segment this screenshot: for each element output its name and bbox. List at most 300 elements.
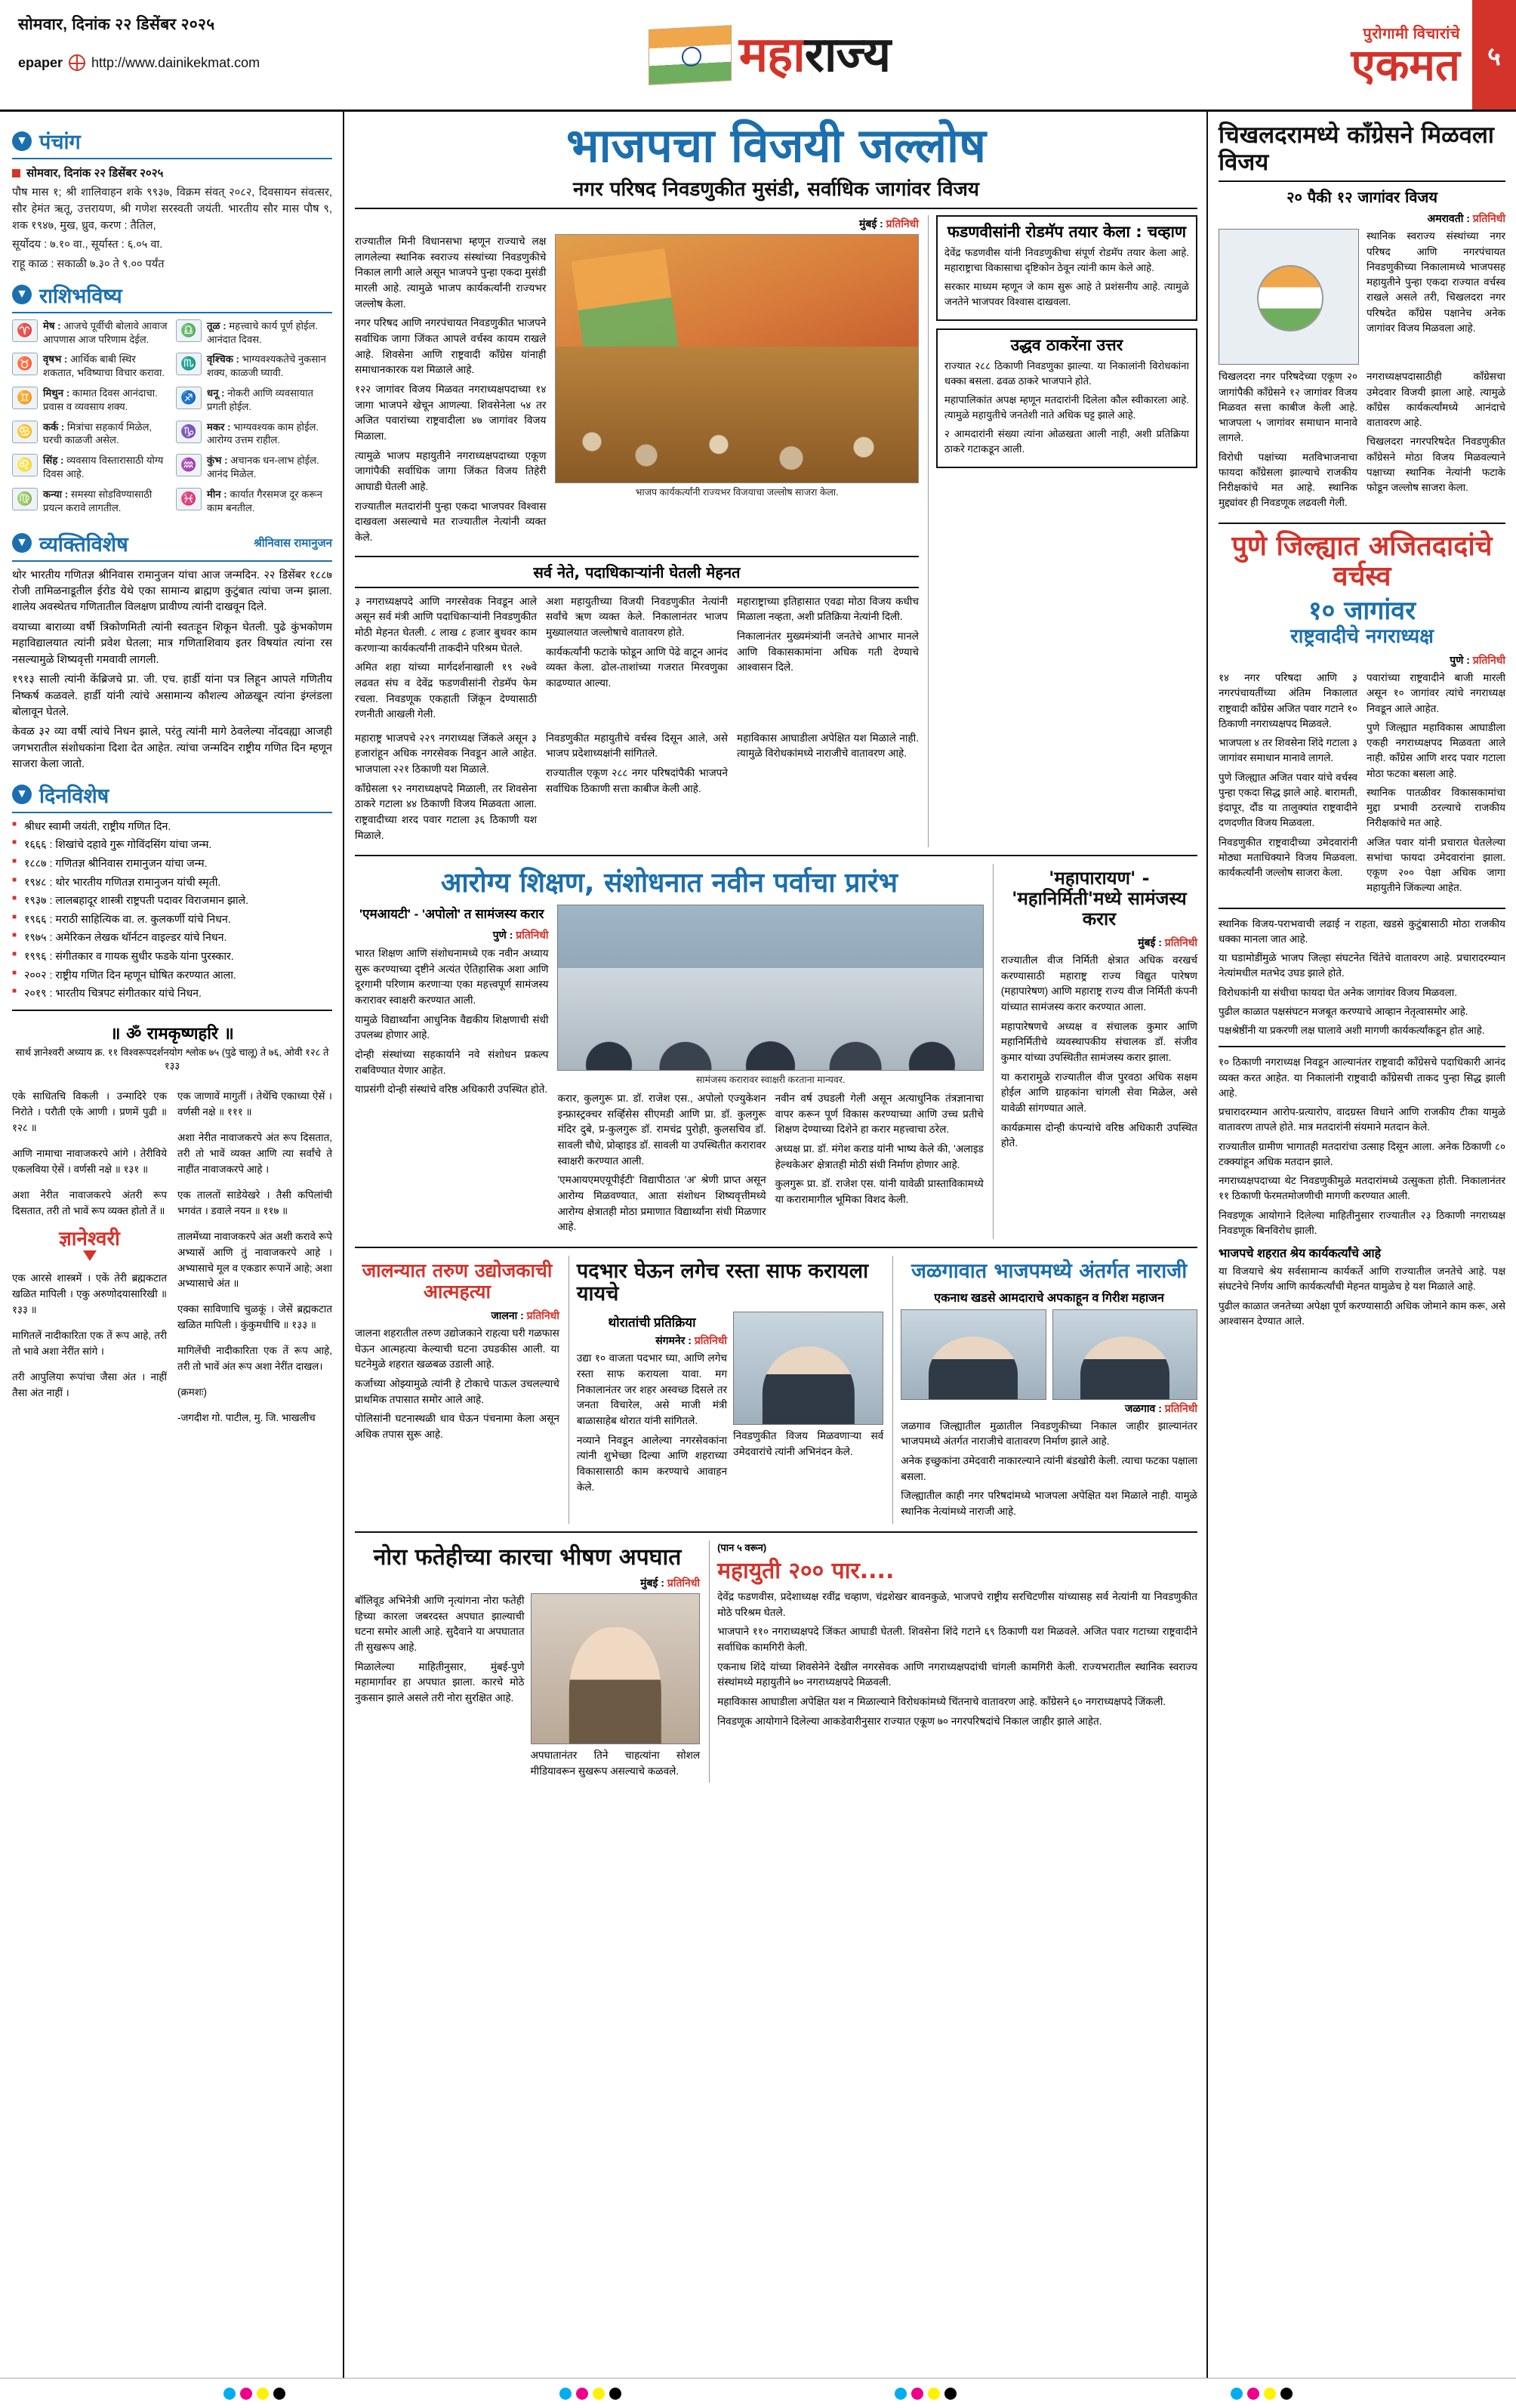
mahayuti-para: प्रचारादरम्यान आरोप-प्रत्यारोप, वादग्रस्त विधाने आणि राजकीय टीका यामुळे वातावरण तापले होते. मात्र मतदारांनी संयमाने मतदान केले.: [1219, 1106, 1505, 1133]
byline-role: प्रतिनिधी: [1164, 1401, 1197, 1414]
box-para: सरकार माध्यम म्हणून जे काम सुरू आहे ते प्रशंसनीय आहे. त्यामुळे जनतेने भाजपवर विश्वास दाखवला.: [944, 281, 1189, 308]
tagline: पुरोगामी विचारांचे: [1363, 26, 1460, 42]
aarogya-col-3: [775, 1091, 984, 1239]
rashi-item: [12, 454, 168, 481]
vyaktivishesh-title: व्यक्तिविशेष: [39, 532, 128, 557]
rashi-name: वृश्चिक :: [207, 353, 239, 365]
magenta-dot-icon: [911, 2388, 923, 2400]
congress-photo: [1219, 229, 1359, 365]
ram-para: मागिलेंची नादीकारिता एक तें रूप आहे, तरी तो भावें अंत रूप अशा नेरींत दाखल।: [177, 1345, 332, 1373]
ram-para: तालमेंध्या नावाजकरपे अंत अशी करावे रूपे अभ्यासें आणि तुं नावाजकरपे आहे । अभ्यासाचे मूल व एकडार रूपानें आहे; अशा अभ्यासाचे अंत ॥: [177, 1230, 332, 1290]
mahayuti-para: देवेंद्र फडणवीस, प्रदेशाध्यक्ष रवींद्र चव्हाण, चंद्रशेखर बावनकुळे, भाजपचे राष्ट्रीय सरचिटणीस यांच्यासह सर्व नेत्यांनी या निवडणुकीत मोठे परिश्रम घेतले.: [717, 1591, 1197, 1618]
zodiac-libra-icon: ♎: [176, 319, 202, 342]
black-dot-icon: [944, 2388, 957, 2400]
panchang-date: [12, 165, 332, 180]
nora-block: [355, 1540, 700, 1784]
jalgaon-photo-2: [1052, 1309, 1197, 1400]
rashi-name: धनू :: [207, 387, 225, 399]
website-url: http://www.dainikekmat.com: [91, 54, 260, 70]
lead-para: राज्यातील एकूण २८८ नगर परिषदांपैकी भाजपने सर्वाधिक ठिकाणी सत्ता काबीज केली आहे.: [545, 767, 728, 794]
box-para: २ आमदारांनी संख्या त्यांना ओळखता आली नाही, अशी प्रतिक्रिया ठाकरे गटाकडून आली.: [944, 427, 1189, 455]
jalgaon-para: विरोधकांनी या संधीचा फायदा घेत अनेक जागांवर विजय मिळवला.: [1219, 986, 1457, 998]
lead-para: १२२ जागांवर विजय मिळवत नगराध्यक्षपदाच्या १४ जागा भाजपने खेचून आणल्या. शिवसेनेला ५४ तर अजित पवारांच्या राष्ट्रवादीला ४७ जागांवर विजय मिळाला.: [355, 384, 547, 442]
zodiac-aquarius-icon: ♒: [176, 454, 202, 476]
nora-photo: [531, 1593, 701, 1744]
nora-body-2: [531, 1748, 701, 1779]
cmyk-group: [223, 2388, 285, 2400]
nora-para: अपघातानंतर तिने चाहत्यांना सोशल मीडियावरून सुखरूप असल्याचे कळवले.: [530, 1750, 701, 1777]
padbhar-block: [568, 1256, 883, 1524]
lead-subheadline: नगर परिषद निवडणुकीत मुसंडी, सर्वाधिक जागांवर विजय: [355, 174, 1197, 209]
aarogya-title: आरोग्य शिक्षण, संशोधनात नवीन पर्वाचा प्रारंभ: [440, 868, 898, 899]
rashi-name: मिथुन :: [43, 387, 70, 399]
mahayuti-sub-title: भाजपचे शहरात श्रेय कार्यकर्त्यांचे आहे: [1219, 1247, 1382, 1261]
chikhaldara-body-2: [1219, 369, 1505, 514]
box-title: फडणवीसांनी रोडमॅप तयार केला : चव्हाण: [947, 223, 1187, 242]
ram-para: मागितलें नादीकारिता एक तें रूप आहे, तरी तो भावे अशा नेरींत सांगे ।: [12, 1330, 167, 1357]
mahayuti-col-1: [717, 1589, 1197, 1733]
mahayuti-para: निवडणूक आयोगाने दिलेल्या माहितीनुसार राज्यातील २३ ठिकाणी नगराध्यक्ष निवडणूक बिनविरोध झाली.: [1219, 1209, 1505, 1236]
vyakti-para-3: १९१३ साली त्यांनी केंब्रिजचे प्रा. जी. एच. हार्डी यांना पत्र लिहून आपले गणितीय निष्कर्ष कळवले. हार्डी यांनी त्यांचे असामान्य कौशल्य ओळखून त्यांना इंग्लंडला बोलावून घेतले.: [12, 674, 332, 718]
chikhaldara-title: चिखलदरामध्ये काँग्रेसने मिळवला विजय: [1219, 122, 1505, 182]
lead-story-columns: [355, 215, 1197, 847]
nora-title: नोरा फतेहीच्या कारचा भीषण अपघात: [373, 1543, 682, 1571]
rashi-item: [12, 421, 168, 448]
lead-photo-caption: भाजप कार्यकर्त्यांनी राज्यभर विजयाचा जल्लोष साजरा केला.: [635, 487, 839, 498]
padbhar-subtitle: थोरातांची प्रतिक्रिया: [608, 1315, 696, 1330]
list-item: ■ १९३७ : लालबहादूर शास्त्री राष्ट्रपती पदावर विराजमान झाले.: [12, 893, 332, 909]
pune-col-1: [1219, 671, 1357, 900]
list-item: ■ श्रीधर स्वामी जयंती, राष्ट्रीय गणित दिन.: [12, 819, 332, 835]
magenta-dot-icon: [1247, 2388, 1259, 2400]
gyaneshwari-label: ज्ञानेश्वरी: [59, 1227, 120, 1250]
jalgaon-photo-1: [901, 1309, 1046, 1400]
panchang-line-3: राहू काळ : सकाळी ७.३० ते ९.०० पर्यंत: [12, 258, 165, 270]
rashi-text: [43, 488, 168, 515]
ramkrishna-subtitle: सार्थ ज्ञानेश्वरी अध्याय क्र. ११ विश्वरूपदर्शनयोग श्लोक ७५ (पुढे चालू) ते ७६, ओवी १२८ ते १३३: [15, 1046, 329, 1071]
band-para: अशा महायुतीच्या विजयी निवडणुकीत नेत्यांनी सर्वांचे ऋण व्यक्त केले. निकालानंतर भाजप मुख्यालयात जल्लोषाचे वातावरण होते.: [545, 595, 728, 638]
ram-continued: (क्रमशः): [177, 1386, 208, 1398]
zodiac-aries-icon: ♈: [12, 319, 38, 342]
aarogya-para: यामुळे विद्यार्थ्यांना आधुनिक वैद्यकीय शिक्षणाची संधी उपलब्ध होणार आहे.: [355, 1013, 549, 1041]
jalgaon-left-block: [355, 1256, 559, 1524]
right-column: [1206, 112, 1516, 2408]
rashi-desc: कार्यात गैरसमज दूर करून काम बनतील.: [207, 488, 322, 513]
vyakti-para-2: वयाच्या बाराव्या वर्षी त्रिकोणमिती त्यांनी स्वतःहून शिकून घेतली. पुढे कुंभकोणम महाविद्यालयात त्यांनी प्रवेश घेतला; मात्र गणिताशिवाय इतर विषयांत त्यांना रस नसल्यामुळे शिष्यवृत्ती गमवावी लागली.: [12, 621, 332, 666]
globe-icon: [69, 54, 85, 71]
mahayuti-para: राज्यातील ग्रामीण भागातही मतदारांचा उत्साह दिसून आला. अनेक ठिकाणी ८० टक्क्यांहून अधिक मतदान झाले.: [1219, 1140, 1505, 1167]
jalna-para: जालना शहरातील तरुण उद्योजकाने राहत्या घरी गळफास घेऊन आत्महत्या केल्याची घटना उघडकीस आली. या घटनेमुळे शहरात खळबळ उडाली आहे.: [355, 1327, 559, 1370]
divider: [12, 1010, 332, 1011]
chikhaldara-col-1: [1219, 369, 1357, 514]
rashi-desc: महत्त्वाचे कार्य पूर्ण होईल. आनंदात दिवस.: [207, 319, 319, 345]
ram-author: -जगदीश गो. पाटील, मु. जि. भाखलीच: [177, 1412, 316, 1424]
lead-extra-col-2: [546, 731, 728, 848]
mahayuti-block: [709, 1540, 1197, 1784]
pune-count: १० जागांवर: [1308, 596, 1416, 627]
box-para: महापालिकांत अपक्ष म्हणून मतदारांनी दिलेला कौल स्वीकारला आहे. त्यामुळे महायुतीचे जनतेशी नाते अधिक घट्ट झाले आहे.: [944, 394, 1189, 421]
jalgaon-subtitle: एकनाथ खडसे आमदाराचे अपकाहून व गिरीश महाजन: [934, 1291, 1164, 1305]
box-fadnavis: [936, 215, 1197, 321]
vyaktivishesh-body: [12, 568, 332, 773]
byline-place: संगमनेर :: [655, 1334, 692, 1347]
rashi-text: [43, 454, 168, 481]
section-header-panchang: [12, 127, 332, 159]
mahaparayan-block: [993, 864, 1197, 1239]
byline-place: मुंबई :: [858, 217, 883, 230]
panchang-line-2: सूर्योदय : ७.१० वा., सूर्यास्त : ६.०५ वा.: [12, 239, 163, 251]
rashi-grid: [12, 319, 332, 522]
rashi-desc: आर्थिक बाबी स्थिर शकतात, भविष्याचा विचार करावा.: [43, 353, 165, 379]
band-para: निकालानंतर मुख्यमंत्र्यांनी जनतेचे आभार मानले आणि विकासकामांना अधिक गती देण्याचे आश्वासन दिले.: [736, 630, 919, 674]
lead-para: त्यामुळे भाजप महायुतीने नगराध्यक्षपदाच्या एकूण जागांपैकी सर्वाधिक जागा जिंकत विजय तिहेरी आघाडी घेतली आहे.: [355, 449, 547, 492]
rashi-name: मीन :: [207, 488, 227, 500]
lead-para: निवडणुकीत महायुतीचे वर्चस्व दिसून आले, असे भाजप प्रदेशाध्यक्षांनी सांगितले.: [545, 732, 728, 760]
yellow-dot-icon: [257, 2388, 269, 2400]
rashi-item: [176, 454, 332, 481]
aarogya-col-2: [557, 1091, 766, 1239]
newspaper-logo: [738, 26, 891, 83]
jalgaon-naraji-block: [892, 1256, 1197, 1524]
lead-left-block: [355, 215, 919, 847]
chikhaldara-col-2: [1367, 369, 1505, 514]
ram-para: एक तालतों साडेयेखरे । तैसी कपिलांची भगवंत । डवाले नयन ॥ ११७ ॥: [177, 1189, 332, 1216]
chikhaldara-para: विरोधी पक्षांच्या मतविभाजनाचा फायदा काँग्रेसला झाल्याचे राजकीय निरीक्षकांचे मत आहे. स्थानिक मुद्द्यांवर ही निवडणूक लढवली गेली.: [1219, 451, 1357, 509]
padbhar-photo: [733, 1312, 883, 1425]
rashi-desc: समस्या सोडविण्यासाठी प्रयत्न करावे लागतील.: [43, 488, 153, 513]
divider: [1219, 1046, 1505, 1047]
epaper-label: epaper: [18, 54, 63, 70]
aarogya-block: [355, 864, 984, 1239]
jalgaon-right-body: [1219, 917, 1505, 1039]
list-item: ■ १८८७ : गणितज्ञ श्रीनिवास रामानुजन यांचा जन्म.: [12, 856, 332, 872]
rashi-item: [176, 387, 332, 414]
pune-count-label: राष्ट्रवादीचे नगराध्यक्ष: [1290, 625, 1434, 649]
masthead-right: [1214, 0, 1516, 109]
panchang-date-text: सोमवार, दिनांक २२ डिसेंबर २०२५: [26, 167, 164, 180]
gyaneshwari-badge: [12, 1229, 167, 1261]
dinvishesh-title: दिनविशेष: [39, 784, 109, 808]
jalgaon-byline: [901, 1401, 1197, 1416]
jalna-body: [355, 1326, 559, 1443]
rashi-name: तूळ :: [207, 319, 226, 331]
box-thackeray: [936, 328, 1197, 468]
mahaparayan-para: कार्यक्रमास दोन्ही कंपन्यांचे वरिष्ठ अधिकारी उपस्थित होते.: [1000, 1121, 1197, 1149]
rashi-item: [12, 319, 168, 347]
logo-part-2: राज्य: [804, 26, 891, 83]
rashi-column-right: [176, 319, 332, 522]
lead-para: महाविकास आघाडीला अपेक्षित यश मिळाले नाही. त्यामुळे विरोधकांमध्ये नाराजीचे वातावरण आहे.: [736, 732, 919, 760]
zodiac-capricorn-icon: ♑: [176, 421, 202, 443]
mahayuti-para: निवडणूक आयोगाने दिलेल्या आकडेवारीनुसार राज्यात एकूण ७० नगरपरिषदांचे निकाल जाहीर झाले आहेत.: [717, 1715, 1102, 1727]
page-number: ५: [1472, 0, 1516, 109]
lead-boxes: [928, 215, 1197, 847]
yellow-dot-icon: [928, 2388, 940, 2400]
ram-para: एके साधितचि विकली । उन्मादिरे एक निरोते । परौती एके आणी । प्रणमें पुढी ॥ १२८ ॥: [12, 1090, 167, 1133]
mahayuti-para: भाजपाने ११० नगराध्यक्षपदे जिंकत आघाडी घेतली. शिवसेना शिंदे गटाने ६९ ठिकाणी यश मिळवले. अजित पवार गटाच्या राष्ट्रवादीने सर्वाधिक कामगिरी केली.: [717, 1626, 1197, 1654]
aarogya-para: 'एमआयएमएयूपीईटी' विद्यापीठात 'अ' श्रेणी प्राप्त असून आरोग्य मिळवण्यात, आता संशोधन शिष्यवृत्तीमध्ये आरोग्य क्षेत्रातही मोठा प्रमाणात विद्यार्थ्यांना संधी मिळणार आहे.: [557, 1174, 766, 1233]
jalna-byline: [355, 1309, 559, 1323]
flag-icon: [649, 25, 732, 85]
jalna-para: पोलिसांनी घटनास्थळी धाव घेऊन पंचनामा केला असून अधिक तपास सुरू आहे.: [355, 1413, 559, 1440]
ram-para: अशा नेरीत नावाजकरपे अंतरी रूप दिसतात, तरी तो भावें रूप व्यक्त होतो तें ॥: [12, 1189, 167, 1216]
jalgaon-para: पक्षश्रेष्ठींनी या प्रकरणी लक्ष घालावे अशी मागणी कार्यकर्त्यांकडून होत आहे.: [1219, 1025, 1485, 1037]
list-item: ■ २०१९ : भारतीय चित्रपट संगीतकार यांचे निधन.: [12, 986, 332, 1002]
rashi-desc: मित्रांचा सहकार्य मिळेल, घरची काळजी असेल.: [43, 421, 153, 446]
lead-band-heading: सर्व नेते, पदाधिकाऱ्यांनी घेतली मेहनत: [355, 556, 919, 588]
box-title: उद्धव ठाकरेंना उत्तर: [1010, 335, 1123, 354]
zodiac-pisces-icon: ♓: [176, 488, 202, 510]
black-dot-icon: [273, 2388, 285, 2400]
bullet-square-icon: [12, 169, 20, 177]
rashi-desc: कामात दिवस आनंदाचा. प्रवास व व्यवसाय शक्य.: [43, 387, 158, 412]
masthead: [0, 0, 1516, 112]
yellow-dot-icon: [1264, 2388, 1276, 2400]
lead-photo: [555, 234, 918, 483]
jalgaon-title: जळगावात भाजपमध्ये अंतर्गत नाराजी: [911, 1259, 1188, 1283]
byline-role: प्रतिनिधी: [516, 928, 549, 941]
rashi-text: [207, 454, 332, 481]
rashi-text: [207, 421, 332, 448]
pune-para: निवडणुकीत राष्ट्रवादीच्या उमेदवारांनी मोठ्या मताधिक्याने विजय मिळवला. कार्यकर्त्यांनी जल्लोष साजरा केला.: [1219, 836, 1357, 879]
mahayuti-title: महायुती २०० पार....: [717, 1557, 895, 1584]
rashi-desc: भाग्यवश्यक काम होईल. आरोग्य उत्तम राहील.: [207, 421, 319, 446]
divider: [1219, 523, 1505, 524]
cyan-dot-icon: [895, 2388, 907, 2400]
cmyk-registration-bar: [0, 2378, 1516, 2408]
pune-para: अजित पवार यांनी प्रचारात घेतलेल्या सभांचा फायदा उमेदवारांना झाला. एकूण २०० पेक्षा अधिक जागा महायुतीने जिंकल्या आहेत.: [1367, 836, 1505, 894]
divider: [355, 855, 1197, 856]
lead-para: राज्यातील मिनी विधानसभा म्हणून राज्याचे लक्ष लागलेल्या स्थानिक स्वराज्य संस्थांच्या निवडणुकीचे निकाल लागी आले असून भाजपने पुन्हा एकदा मुसंडी मारली आहे. त्यामुळे भाजप कार्यकर्त्यांनी राज्यभर जल्लोष केला.: [355, 236, 547, 310]
cyan-dot-icon: [223, 2388, 236, 2400]
nora-para: मिळालेल्या माहितीनुसार, मुंबई-पुणे महामार्गावर हा अपघात झाला. कारचे मोठे नुकसान झाले असले तरी नोरा सुरक्षित आहे.: [355, 1660, 525, 1704]
vyaktivishesh-subject: श्रीनिवास रामानुजन: [254, 537, 332, 550]
jalgaon-para: जिल्ह्यातील काही नगर परिषदांमध्ये भाजपला अपेक्षित यश मिळाले नाही. यामुळे स्थानिक नेत्यांमध्ये नाराजी आहे.: [901, 1490, 1197, 1517]
mahayuti-para: एकनाथ शिंदे यांच्या शिवसेनेने देखील नगरसेवक आणि नगराध्यक्षपदांची चांगली कामगिरी केली. राज्यभरातील स्थानिक स्वराज्य संस्थांमध्ये महायुतीने ७० नगराध्यक्षपदे मिळवली.: [717, 1660, 1197, 1688]
ramkrishna-columns: [12, 1079, 332, 1437]
rashi-item: [12, 353, 168, 380]
rashi-item: [176, 319, 332, 347]
mahayuti-right-continuation: [1219, 1055, 1505, 1238]
third-section: [355, 1256, 1197, 1524]
mahayuti-continued-from: (पान ५ वरून): [717, 1541, 767, 1553]
mahayuti-para: महाविकास आघाडीला अपेक्षित यश न मिळाल्याने विरोधकांमध्ये चिंतनाचे वातावरण आहे. काँग्रेसने ६० नगराध्यक्षपदे जिंकली.: [717, 1696, 1166, 1708]
byline-role: प्रतिनिधी: [1164, 936, 1197, 949]
pune-para: स्थानिक पातळीवर विकासकामांचा मुद्दा प्रभावी ठरल्याचे राजकीय निरीक्षकांचे मत आहे.: [1367, 786, 1505, 829]
rashi-text: [43, 353, 168, 380]
list-item: ■ १९९६ : संगीतकार व गायक सुधीर फडके यांना पुरस्कार.: [12, 949, 332, 965]
chikhaldara-para: चिखलदरा नगर परिषदेच्या एकूण २० जागांपैकी काँग्रेसने १२ जागांवर विजय मिळवत सत्ता काबीज केली आहे. भाजपला ५ जागांवर समाधान मानावे लागले.: [1219, 371, 1357, 444]
pune-byline: [1219, 653, 1505, 668]
panchang-body: [12, 185, 332, 273]
aarogya-para: याप्रसंगी दोन्ही संस्थांचे वरिष्ठ अधिकारी उपस्थित होते.: [355, 1084, 548, 1096]
list-item: ■ १६६६ : शिखांचे दहावे गुरू गोविंदसिंग यांचा जन्म.: [12, 837, 332, 853]
divider: [355, 1531, 1197, 1533]
byline-role: प्रतिनिधी: [526, 1309, 559, 1321]
ram-para: एक आरसे शास्त्रमें । एकें तेरी ब्रह्मकटात खळित मापिली । एकु अरुणोदयासारिखी ॥ १३३ ॥: [12, 1272, 167, 1315]
band-col-2: [546, 594, 728, 726]
padbhar-para: नव्याने निवडून आलेल्या नगरसेवकांना त्यांनी शुभेच्छा दिल्या आणि शहराच्या विकासासाठी काम करण्याचे आवाहन केले.: [576, 1434, 728, 1493]
band-para: कार्यकर्त्यांनी फटाके फोडून आणि पेढे वाटून आनंद व्यक्त केला. ढोल-ताशांच्या गजरात मिरवणुका काढण्यात आल्या.: [545, 646, 728, 689]
rashi-name: मकर :: [207, 421, 231, 433]
section-header-dinvishesh: [12, 781, 332, 813]
lead-byline: [355, 217, 919, 231]
ramkrishna-title: ॥ ॐ रामकृष्णहरि ॥: [110, 1024, 234, 1044]
lead-para: राज्यातील मतदारांनी पुन्हा एकदा भाजपवर विश्वास दाखवला असल्याचे मत राज्यातील नेत्यांनी व्यक्त केले.: [355, 500, 547, 543]
pune-body: [1219, 671, 1505, 900]
zodiac-virgo-icon: ♍: [12, 488, 38, 510]
panchang-title: पंचांग: [39, 131, 81, 154]
ram-para: तरी आपुलिया रूपांचा जैसा अंत । नाहीं तैसा अंत नाहीं ।: [12, 1370, 167, 1398]
publication-date: सोमवार, दिनांक २२ डिसेंबर २०२५: [18, 16, 215, 33]
band-para: अमित शहा यांच्या मार्गदर्शनाखाली १९ २७वे लढवत संघ व देवेंद्र फडणवीसांनी रोडमॅप फेम रचला. निवडणूक एकहाती जिंकून देण्यासाठी रणनीती आखली गेली.: [355, 661, 537, 720]
chikhaldara-byline: [1219, 211, 1505, 226]
byline-place: पुणे :: [492, 928, 513, 941]
rashi-text: [207, 319, 332, 347]
second-section: [355, 864, 1197, 1239]
jalna-para: कर्जाच्या ओझ्यामुळे त्यांनी हे टोकाचे पाऊल उचलल्याचे प्राथमिक तपासात समोर आले आहे.: [355, 1377, 559, 1405]
zodiac-cancer-icon: ♋: [12, 421, 38, 443]
aarogya-photo: [557, 905, 983, 1071]
mahayuti-para: १० ठिकाणी नगराध्यक्ष निवडून आल्यानंतर राष्ट्रवादी काँग्रेसचे पदाधिकारी आनंद व्यक्त करत आहेत. या निकालांनी राष्ट्रवादी काँग्रेसची ताकद पुन्हा सिद्ध झाली आहे.: [1219, 1056, 1505, 1099]
rashi-text: [207, 488, 332, 515]
byline-place: पुणे :: [1450, 654, 1470, 667]
lead-para: नगर परिषद आणि नगरपंचायत निवडणुकीत भाजपने सर्वाधिक जागा जिंकत आपले वर्चस्व कायम राखले आहे. शिवसेना आणि राष्ट्रवादी काँग्रेस यांनाही समाधानकारक यश मिळाले आहे.: [355, 317, 547, 376]
ram-para: एक जाणावें मागुतीं । तेथेंचि एकाध्या ऐसें । वर्णसी नक्षे ॥ १११ ॥: [177, 1090, 332, 1118]
aarogya-para: करार, कुलगुरू प्रा. डॉ. राजेश एस., अपोलो एज्युकेशन इन्फ्रास्ट्रक्चर सर्व्हिसेस सीएमडी आणि प्रा. डॉ. कुलगुरू मंदिर दुबे, प्र-कुलगुरू डॉ. रामचंद्र पुरोही, कुलसचिव डॉ. सावली चौधे, प्रोव्हाइड डॉ. सावली या उपस्थितीत करारावर स्वाक्षरी करण्यात आली.: [557, 1093, 766, 1167]
chevron-down-icon: ▼: [12, 533, 32, 553]
rashi-name: सिंह :: [43, 455, 64, 467]
jalgaon-para: पुढील काळात पक्षसंघटन मजबूत करण्याचे आव्हान नेतृत्वासमोर आहे.: [1219, 1005, 1468, 1017]
pune-para: पुणे जिल्ह्यात अजित पवार यांचे वर्चस्व पुन्हा एकदा सिद्ध झाले आहे. बारामती, इंदापूर, दौंड या तालुक्यांत राष्ट्रवादीने दणदणीत विजय मिळवला.: [1219, 771, 1357, 829]
rashi-item: [176, 421, 332, 448]
list-item: ■ १९७५ : अमेरिकन लेखक थॉर्नटन वाइल्डर यांचे निधन.: [12, 930, 332, 946]
rashi-desc: व्यवसाय विस्तारासाठी योग्य दिवस आहे.: [43, 455, 164, 480]
padbhar-para: उद्या १० वाजता पदभार घ्या, आणि लगेच रस्ता साफ करायला यावा. मग निकालानंतर जर शहर अस्वच्छ दिसले तर जनता विचारेल, असे माजी मंत्री बाळासाहेब थोरात यांनी सांगितले.: [576, 1352, 728, 1426]
zodiac-scorpio-icon: ♏: [176, 353, 202, 375]
rashi-desc: भाग्यवश्यकतेचे नुकसान शक्य, काळजी घ्यावी.: [207, 353, 326, 379]
mahayuti-sub-para: पुढील काळात जनतेच्या अपेक्षा पूर्ण करण्यासाठी अधिक जोमाने काम करू, असे आश्वासन देण्यात आले.: [1219, 1300, 1505, 1327]
rashi-item: [176, 353, 332, 380]
rashi-item: [12, 387, 168, 414]
pune-title: पुणे जिल्ह्यात अजितदादांचे वर्चस्व: [1231, 530, 1493, 592]
aarogya-para: कुलगुरू प्रा. डॉ. राजेश एस. यांनी यावेळी प्रास्ताविकामध्ये या करारामागील भूमिका विशद केली.: [775, 1178, 984, 1205]
band-para: ३ नगराध्यक्षपदे आणि नगरसेवक निवडून आले असून सर्व मंत्री आणि पदाधिकाऱ्यांनी निवडणुकीत मोठी मेहनत घेतली. ८ लाख ८ हजार बुथवर काम करणाऱ्या कार्यकर्त्यांनी ताकदीने परिश्रम घेतले.: [355, 595, 537, 654]
aarogya-para: अध्यक्ष प्रा. डॉ. मंगेश कराड यांनी भाष्य केले की, 'अलाइड हेल्थकेअर' क्षेत्रातही मोठी संधी निर्माण होणार आहे.: [775, 1142, 984, 1170]
rashi-name: कन्या :: [43, 488, 69, 500]
byline-role: प्रतिनिधी: [694, 1334, 728, 1347]
rashi-name: कर्क :: [43, 421, 65, 433]
cyan-dot-icon: [1231, 2388, 1243, 2400]
jalgaon-para: अनेक इच्छुकांना उमेदवारी नाकारल्याने त्यांनी बंडखोरी केली. त्याचा फटका पक्षाला बसला.: [901, 1454, 1197, 1482]
aarogya-para: नवीन वर्ष उघडली गेली असून अत्याधुनिक तंत्रज्ञानाचा वापर करून पूर्ण विकास करण्याच्या आणि उच्च प्रतीचे शिक्षण देण्याच्या दिशेने हा करार महत्त्वाचा ठरेल.: [775, 1093, 984, 1136]
chevron-down-icon: ▼: [12, 785, 32, 804]
padbhar-title: पदभार घेऊन लगेच रस्ता साफ करायला यायचे: [576, 1259, 869, 1306]
chikhaldara-body-1: [1367, 229, 1505, 365]
jalgaon-body: [901, 1419, 1197, 1520]
jalna-title: जालन्यात तरुण उद्योजकाची आत्महत्या: [362, 1259, 553, 1303]
lead-extra-col-3: [737, 731, 919, 848]
band-col-1: [355, 594, 537, 726]
lead-para: महाराष्ट्र भाजपचे २२९ नगराध्यक्ष जिंकले असून ३ हजारांहून अधिक नगरसेवक निवडून आले आहेत. भाजपाला २२१ ठिकाणी यश मिळाले.: [355, 732, 537, 775]
ram-para: अशा नेरीत नावाजकरपे अंत रूप दिसतात, तरी तो भावें व्यक्त आणि त्या सर्वांचे ते नाहींत नावाजकरपे आहे ।: [177, 1132, 332, 1175]
chikhaldara-para: नगराध्यक्षपदासाठीही काँग्रेसचा उमेदवार विजयी झाला आहे. त्यामुळे काँग्रेस कार्यकर्त्यांमध्ये आनंदाचे वातावरण आहे.: [1367, 371, 1505, 429]
byline-place: जळगाव :: [1125, 1401, 1162, 1414]
rashi-title: राशिभविष्य: [39, 284, 122, 308]
lead-headline: भाजपचा विजयी जल्लोष: [566, 118, 986, 173]
lead-extra-columns: [355, 731, 919, 848]
ram-para: एक्का साविणाचि चुळकूं । जेसें ब्रह्मकटात खळित मापिली । कुंकुमधीचि ॥ १३३ ॥: [177, 1303, 332, 1331]
aarogya-photo-block: [557, 905, 983, 1239]
cyan-dot-icon: [559, 2388, 572, 2400]
fourth-section: [355, 1540, 1197, 1784]
lead-band-columns: [355, 594, 919, 726]
aarogya-col-1: [355, 905, 548, 1239]
page-content: [0, 112, 1516, 2408]
cmyk-group: [1231, 2388, 1293, 2400]
jalgaon-photos: [901, 1309, 1197, 1400]
vyakti-para-4: केवळ ३२ व्या वर्षी त्यांचे निधन झाले, परंतु त्यांनी मागे ठेवलेल्या नोंदवह्या आजही जगभरातील संशोधकांना दिशा देत आहेत. त्यांचा जन्मदिन राष्ट्रीय गणित दिन म्हणून साजरा केला जातो.: [12, 726, 332, 771]
location-pin-icon: [83, 1250, 97, 1261]
rashi-text: [43, 319, 168, 347]
lead-photo-block: [555, 234, 918, 549]
dinvishesh-list: [12, 819, 332, 1002]
list-item: ■ १९४८ : थोर भारतीय गणितज्ञ रामानुजन यांची स्मृती.: [12, 875, 332, 891]
pune-para: भाजपला ४ तर शिवसेना शिंदे गटाला ३ जागांवर समाधान मानावे लागले.: [1219, 737, 1357, 764]
padbhar-para: निवडणुकीत विजय मिळवणाऱ्या सर्व उमेदवारांचे त्यांनी अभिनंदन केले.: [733, 1430, 884, 1458]
mahayuti-sub-para: या विजयाचे श्रेय सर्वसामान्य कार्यकर्ते आणि राज्यातील जनतेचे आहे. पक्ष संघटनेचे निर्णय आणि कार्यकर्त्यांची मेहनत यामुळेच हे यश मिळाले आहे.: [1219, 1266, 1505, 1293]
black-dot-icon: [609, 2388, 621, 2400]
divider: [355, 1247, 1197, 1248]
byline-role: प्रतिनिधी: [1472, 212, 1505, 225]
magenta-dot-icon: [240, 2388, 252, 2400]
rashi-column-left: [12, 319, 168, 522]
zodiac-leo-icon: ♌: [12, 454, 38, 476]
padbhar-byline: [577, 1333, 727, 1348]
black-dot-icon: [1280, 2388, 1293, 2400]
lead-para: काँग्रेसला ९२ नगराध्यक्षपदे मिळाली, तर शिवसेना ठाकरे गटाला ४४ ठिकाणी विजय मिळवता आला. राष्ट्रवादीच्या शरद पवार गटाला ३६ ठिकाणी यश मिळाले.: [355, 782, 537, 841]
pune-para: पवारांच्या राष्ट्रवादीने बाजी मारली असून १० जागांवर त्यांचे नगराध्यक्ष निवडून आले आहेत.: [1367, 672, 1505, 714]
byline-place: मुंबई :: [640, 1577, 664, 1589]
list-item: ■ १९६६ : मराठी साहित्यिक वा. ल. कुलकर्णी यांचे निधन.: [12, 912, 332, 928]
zodiac-taurus-icon: ♉: [12, 353, 38, 375]
logo-part-1: महा: [738, 26, 805, 83]
box-para: राज्यात २८८ ठिकाणी निवडणुका झाल्या. या निकालांनी विरोधकांना धक्का बसला. ढवळ ठाकरे भाजपाने होते.: [944, 360, 1189, 387]
byline-place: मुंबई :: [1138, 936, 1162, 949]
zodiac-sagittarius-icon: ♐: [176, 387, 202, 409]
section-header-vyaktivishesh: [12, 529, 332, 562]
rashi-desc: आजचे पूर्वीची बोलावे आवाज आपणास आज परिणाम देईल.: [43, 319, 168, 345]
padbhar-body-2: [733, 1429, 883, 1460]
mahaparayan-title: 'महापारायण' - 'महानिर्मिती'मध्ये सामंजस्य करार: [1012, 868, 1187, 930]
padbhar-body-1: [577, 1351, 727, 1495]
aarogya-photo-caption: सामंजस्य करारावर स्वाक्षरी करताना मान्यवर.: [695, 1075, 846, 1085]
nora-body-1: [355, 1593, 525, 1783]
brand-name: एकमत: [1351, 39, 1460, 91]
jalgaon-para: स्थानिक विजय-पराभवाची लढाई न राहता, खडसे कुटुंबासाठी मोठा राजकीय धक्का मानला जात आहे.: [1219, 917, 1505, 945]
pune-para: पुणे जिल्ह्यात महाविकास आघाडीला एकही नगराध्यक्षपद मिळवता आले नाही. काँग्रेस आणि शरद पवार गटाला मोठा फटका बसला आहे.: [1367, 721, 1505, 779]
pune-count-badge: [1219, 597, 1505, 649]
chikhaldara-subtitle: २० पैकी १२ जागांवर विजय: [1286, 188, 1437, 207]
epaper-link[interactable]: [18, 54, 325, 71]
chevron-down-icon: ▼: [12, 131, 32, 151]
pune-col-2: [1367, 671, 1505, 900]
zodiac-gemini-icon: ♊: [12, 387, 38, 409]
divider: [1219, 908, 1505, 909]
masthead-left: [0, 0, 325, 109]
pune-para: १४ नगर परिषदा आणि ३ नगरपंचायतींच्या अंतिम निकालात राष्ट्रवादी काँग्रेस अजित पवार गटाने १० ठिकाणी नगराध्यक्षपद मिळवले.: [1219, 672, 1357, 729]
chikhaldara-para: चिखलदरा नगरपरिषदेत निवडणुकीत काँग्रेसने मोठा विजय मिळवल्याने पक्षाच्या स्थानिक नेत्यांनी फटाके फोडून जल्लोष साजरा केला.: [1367, 436, 1505, 494]
